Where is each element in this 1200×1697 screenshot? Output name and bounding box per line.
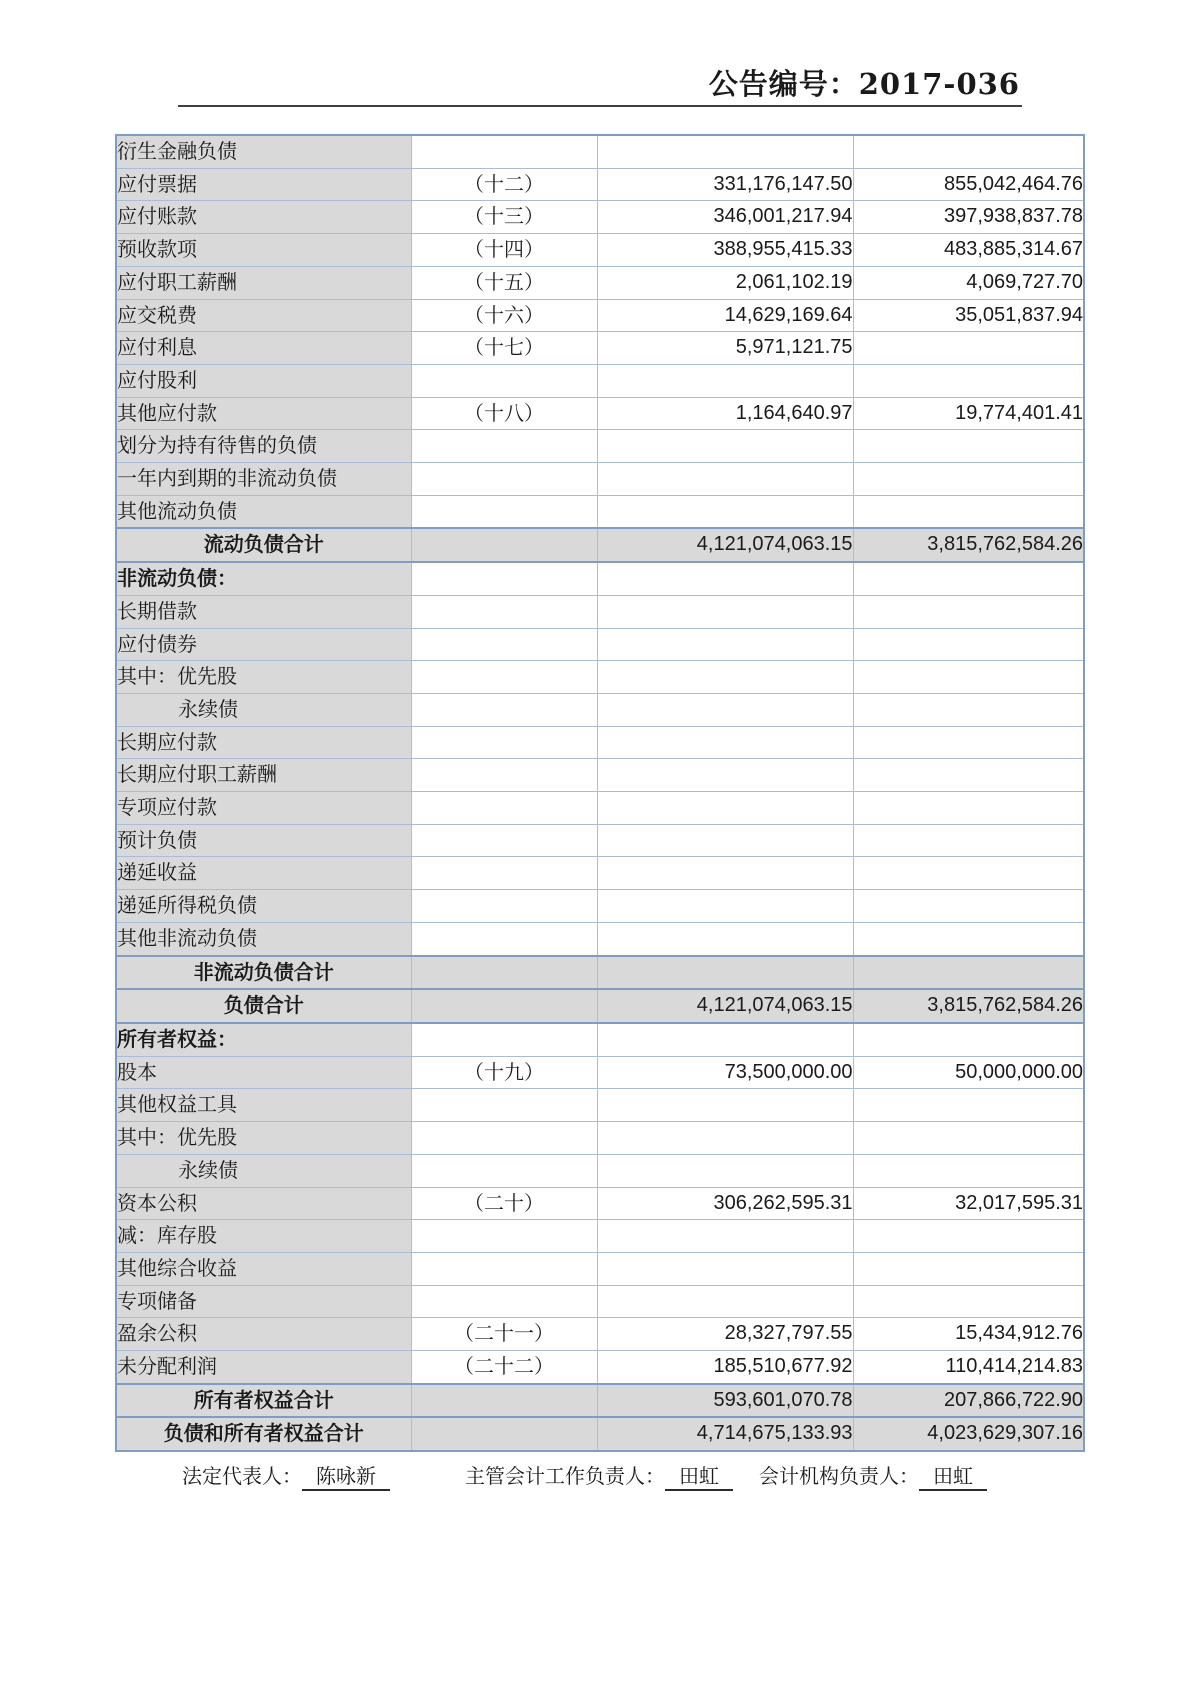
balance-sheet-body [116,135,1084,1451]
legal-representative-signature [182,1460,390,1491]
table-row [116,332,1084,365]
table-row [116,1154,1084,1187]
note-cell [411,1417,597,1451]
prior-amount-cell [853,726,1084,759]
current-amount-cell [597,495,853,528]
item-label-cell: 应交税费 [116,299,411,332]
item-label-cell: 其他非流动负债 [116,922,411,955]
current-amount-cell: 2,061,102.19 [597,266,853,299]
note-cell [411,693,597,726]
table-row [116,397,1084,430]
item-label-cell: 预收款项 [116,234,411,267]
prior-amount-cell [853,1285,1084,1318]
current-amount-cell [597,1089,853,1122]
note-cell [411,857,597,890]
prior-amount-cell [853,332,1084,365]
note-cell [411,595,597,628]
item-label-cell: 一年内到期的非流动负债 [116,463,411,496]
item-label-cell: 应付利息 [116,332,411,365]
prior-amount-cell: 15,434,912.76 [853,1318,1084,1351]
current-amount-cell: 14,629,169.64 [597,299,853,332]
prior-amount-cell: 110,414,214.83 [853,1351,1084,1384]
prior-amount-cell: 3,815,762,584.26 [853,989,1084,1023]
prior-amount-cell: 855,042,464.76 [853,168,1084,201]
note-cell [411,1154,597,1187]
table-row [116,135,1084,168]
prior-amount-cell [853,890,1084,923]
accounting-department-head-label: 会计机构负责人： [759,1464,919,1488]
item-label-cell: 其中：优先股 [116,1122,411,1155]
current-amount-cell [597,562,853,595]
table-row [116,364,1084,397]
note-cell: （十七） [411,332,597,365]
note-cell [411,562,597,595]
current-amount-cell [597,956,853,990]
header-divider-line [178,105,1022,107]
prior-amount-cell [853,1154,1084,1187]
prior-amount-cell [853,430,1084,463]
note-cell: （十六） [411,299,597,332]
item-label-cell: 长期借款 [116,595,411,628]
item-label-cell: 非流动负债： [116,562,411,595]
legal-representative-label: 法定代表人： [182,1464,302,1488]
chief-accountant-label: 主管会计工作负责人： [465,1464,665,1488]
current-amount-cell: 28,327,797.55 [597,1318,853,1351]
table-row [116,234,1084,267]
prior-amount-cell [853,135,1084,168]
prior-amount-cell [853,857,1084,890]
item-label-cell: 负债合计 [116,989,411,1023]
table-row [116,463,1084,496]
table-row [116,528,1084,562]
item-label-cell: 应付职工薪酬 [116,266,411,299]
table-row [116,661,1084,694]
item-label-cell: 其他综合收益 [116,1252,411,1285]
note-cell [411,726,597,759]
table-row [116,693,1084,726]
current-amount-cell: 4,714,675,133.93 [597,1417,853,1451]
table-row [116,595,1084,628]
current-amount-cell: 388,955,415.33 [597,234,853,267]
item-label-cell: 资本公积 [116,1187,411,1220]
item-label-cell: 衍生金融负债 [116,135,411,168]
table-row [116,299,1084,332]
chief-accountant-name: 田虹 [665,1463,733,1491]
current-amount-cell [597,693,853,726]
prior-amount-cell: 3,815,762,584.26 [853,528,1084,562]
note-cell [411,1220,597,1253]
current-amount-cell: 346,001,217.94 [597,201,853,234]
note-cell [411,1285,597,1318]
item-label-cell: 长期应付职工薪酬 [116,759,411,792]
note-cell [411,1122,597,1155]
item-label-cell: 减：库存股 [116,1220,411,1253]
accounting-department-head-name: 田虹 [919,1463,987,1491]
current-amount-cell [597,726,853,759]
current-amount-cell [597,1154,853,1187]
note-cell [411,1089,597,1122]
current-amount-cell: 1,164,640.97 [597,397,853,430]
current-amount-cell: 4,121,074,063.15 [597,528,853,562]
current-amount-cell [597,463,853,496]
note-cell: （二十） [411,1187,597,1220]
item-label-cell: 其中：优先股 [116,661,411,694]
table-row [116,1023,1084,1056]
current-amount-cell [597,1285,853,1318]
balance-sheet-table [115,134,1085,1452]
note-cell [411,463,597,496]
item-label-cell: 流动负债合计 [116,528,411,562]
current-amount-cell [597,661,853,694]
note-cell [411,989,597,1023]
item-label-cell: 应付股利 [116,364,411,397]
legal-representative-name: 陈咏新 [302,1463,390,1491]
note-cell: （十四） [411,234,597,267]
item-label-cell: 应付票据 [116,168,411,201]
item-label-cell: 所有者权益合计 [116,1384,411,1418]
table-row [116,1122,1084,1155]
note-cell [411,792,597,825]
item-label-cell: 递延所得税负债 [116,890,411,923]
current-amount-cell: 593,601,070.78 [597,1384,853,1418]
item-label-cell: 长期应付款 [116,726,411,759]
item-label-cell: 负债和所有者权益合计 [116,1417,411,1451]
table-row [116,1056,1084,1089]
prior-amount-cell [853,956,1084,990]
table-row [116,1417,1084,1451]
table-row [116,792,1084,825]
item-label-cell: 其他流动负债 [116,495,411,528]
current-amount-cell: 73,500,000.00 [597,1056,853,1089]
current-amount-cell [597,922,853,955]
note-cell: （十五） [411,266,597,299]
prior-amount-cell [853,364,1084,397]
current-amount-cell [597,792,853,825]
table-row [116,890,1084,923]
item-label-cell: 应付账款 [116,201,411,234]
note-cell: （十二） [411,168,597,201]
current-amount-cell [597,1122,853,1155]
prior-amount-cell: 207,866,722.90 [853,1384,1084,1418]
item-label-cell: 永续债 [116,1154,411,1187]
current-amount-cell: 5,971,121.75 [597,332,853,365]
prior-amount-cell: 483,885,314.67 [853,234,1084,267]
item-label-cell: 股本 [116,1056,411,1089]
table-row [116,168,1084,201]
note-cell [411,1023,597,1056]
current-amount-cell [597,628,853,661]
note-cell [411,661,597,694]
prior-amount-cell [853,693,1084,726]
item-label-cell: 专项应付款 [116,792,411,825]
note-cell [411,1384,597,1418]
note-cell [411,364,597,397]
table-row [116,1318,1084,1351]
note-cell: （十九） [411,1056,597,1089]
item-label-cell: 永续债 [116,693,411,726]
table-row [116,1252,1084,1285]
prior-amount-cell: 19,774,401.41 [853,397,1084,430]
table-row [116,1285,1084,1318]
chief-accountant-signature [465,1460,733,1491]
prior-amount-cell [853,922,1084,955]
table-row [116,628,1084,661]
table-row [116,759,1084,792]
current-amount-cell [597,824,853,857]
table-row [116,495,1084,528]
prior-amount-cell: 397,938,837.78 [853,201,1084,234]
table-row [116,922,1084,955]
note-cell [411,759,597,792]
item-label-cell: 应付债券 [116,628,411,661]
note-cell: （二十一） [411,1318,597,1351]
current-amount-cell: 185,510,677.92 [597,1351,853,1384]
note-cell: （十三） [411,201,597,234]
note-cell [411,430,597,463]
prior-amount-cell: 4,023,629,307.16 [853,1417,1084,1451]
prior-amount-cell [853,595,1084,628]
item-label-cell: 专项储备 [116,1285,411,1318]
current-amount-cell: 331,176,147.50 [597,168,853,201]
note-cell [411,956,597,990]
accounting-department-head-signature [759,1460,987,1491]
announcement-number: 公告编号：2017-036 [708,67,1020,101]
current-amount-cell [597,595,853,628]
note-cell [411,628,597,661]
note-cell [411,1252,597,1285]
item-label-cell: 划分为持有待售的负债 [116,430,411,463]
current-amount-cell [597,1252,853,1285]
prior-amount-cell [853,463,1084,496]
prior-amount-cell [853,562,1084,595]
table-row [116,989,1084,1023]
prior-amount-cell [853,1023,1084,1056]
table-row [116,1220,1084,1253]
table-row [116,201,1084,234]
note-cell [411,824,597,857]
note-cell [411,528,597,562]
table-row [116,1384,1084,1418]
item-label-cell: 未分配利润 [116,1351,411,1384]
prior-amount-cell [853,1122,1084,1155]
note-cell [411,890,597,923]
prior-amount-cell [853,1089,1084,1122]
note-cell [411,495,597,528]
current-amount-cell [597,1220,853,1253]
prior-amount-cell [853,1252,1084,1285]
item-label-cell: 盈余公积 [116,1318,411,1351]
prior-amount-cell: 4,069,727.70 [853,266,1084,299]
item-label-cell: 其他应付款 [116,397,411,430]
current-amount-cell [597,890,853,923]
table-row [116,857,1084,890]
prior-amount-cell [853,495,1084,528]
note-cell: （十八） [411,397,597,430]
table-row [116,562,1084,595]
current-amount-cell [597,430,853,463]
current-amount-cell: 306,262,595.31 [597,1187,853,1220]
table-row [116,956,1084,990]
item-label-cell: 递延收益 [116,857,411,890]
table-row [116,430,1084,463]
prior-amount-cell [853,824,1084,857]
current-amount-cell: 4,121,074,063.15 [597,989,853,1023]
prior-amount-cell: 50,000,000.00 [853,1056,1084,1089]
item-label-cell: 其他权益工具 [116,1089,411,1122]
note-cell [411,135,597,168]
item-label-cell: 非流动负债合计 [116,956,411,990]
prior-amount-cell [853,628,1084,661]
current-amount-cell [597,364,853,397]
current-amount-cell [597,759,853,792]
item-label-cell: 所有者权益： [116,1023,411,1056]
current-amount-cell [597,135,853,168]
prior-amount-cell [853,661,1084,694]
table-row [116,726,1084,759]
prior-amount-cell: 32,017,595.31 [853,1187,1084,1220]
prior-amount-cell [853,759,1084,792]
table-row [116,1089,1084,1122]
prior-amount-cell [853,792,1084,825]
table-row [116,1187,1084,1220]
prior-amount-cell: 35,051,837.94 [853,299,1084,332]
current-amount-cell [597,1023,853,1056]
current-amount-cell [597,857,853,890]
note-cell: （二十二） [411,1351,597,1384]
item-label-cell: 预计负债 [116,824,411,857]
prior-amount-cell [853,1220,1084,1253]
table-row [116,824,1084,857]
note-cell [411,922,597,955]
table-row [116,1351,1084,1384]
table-row [116,266,1084,299]
